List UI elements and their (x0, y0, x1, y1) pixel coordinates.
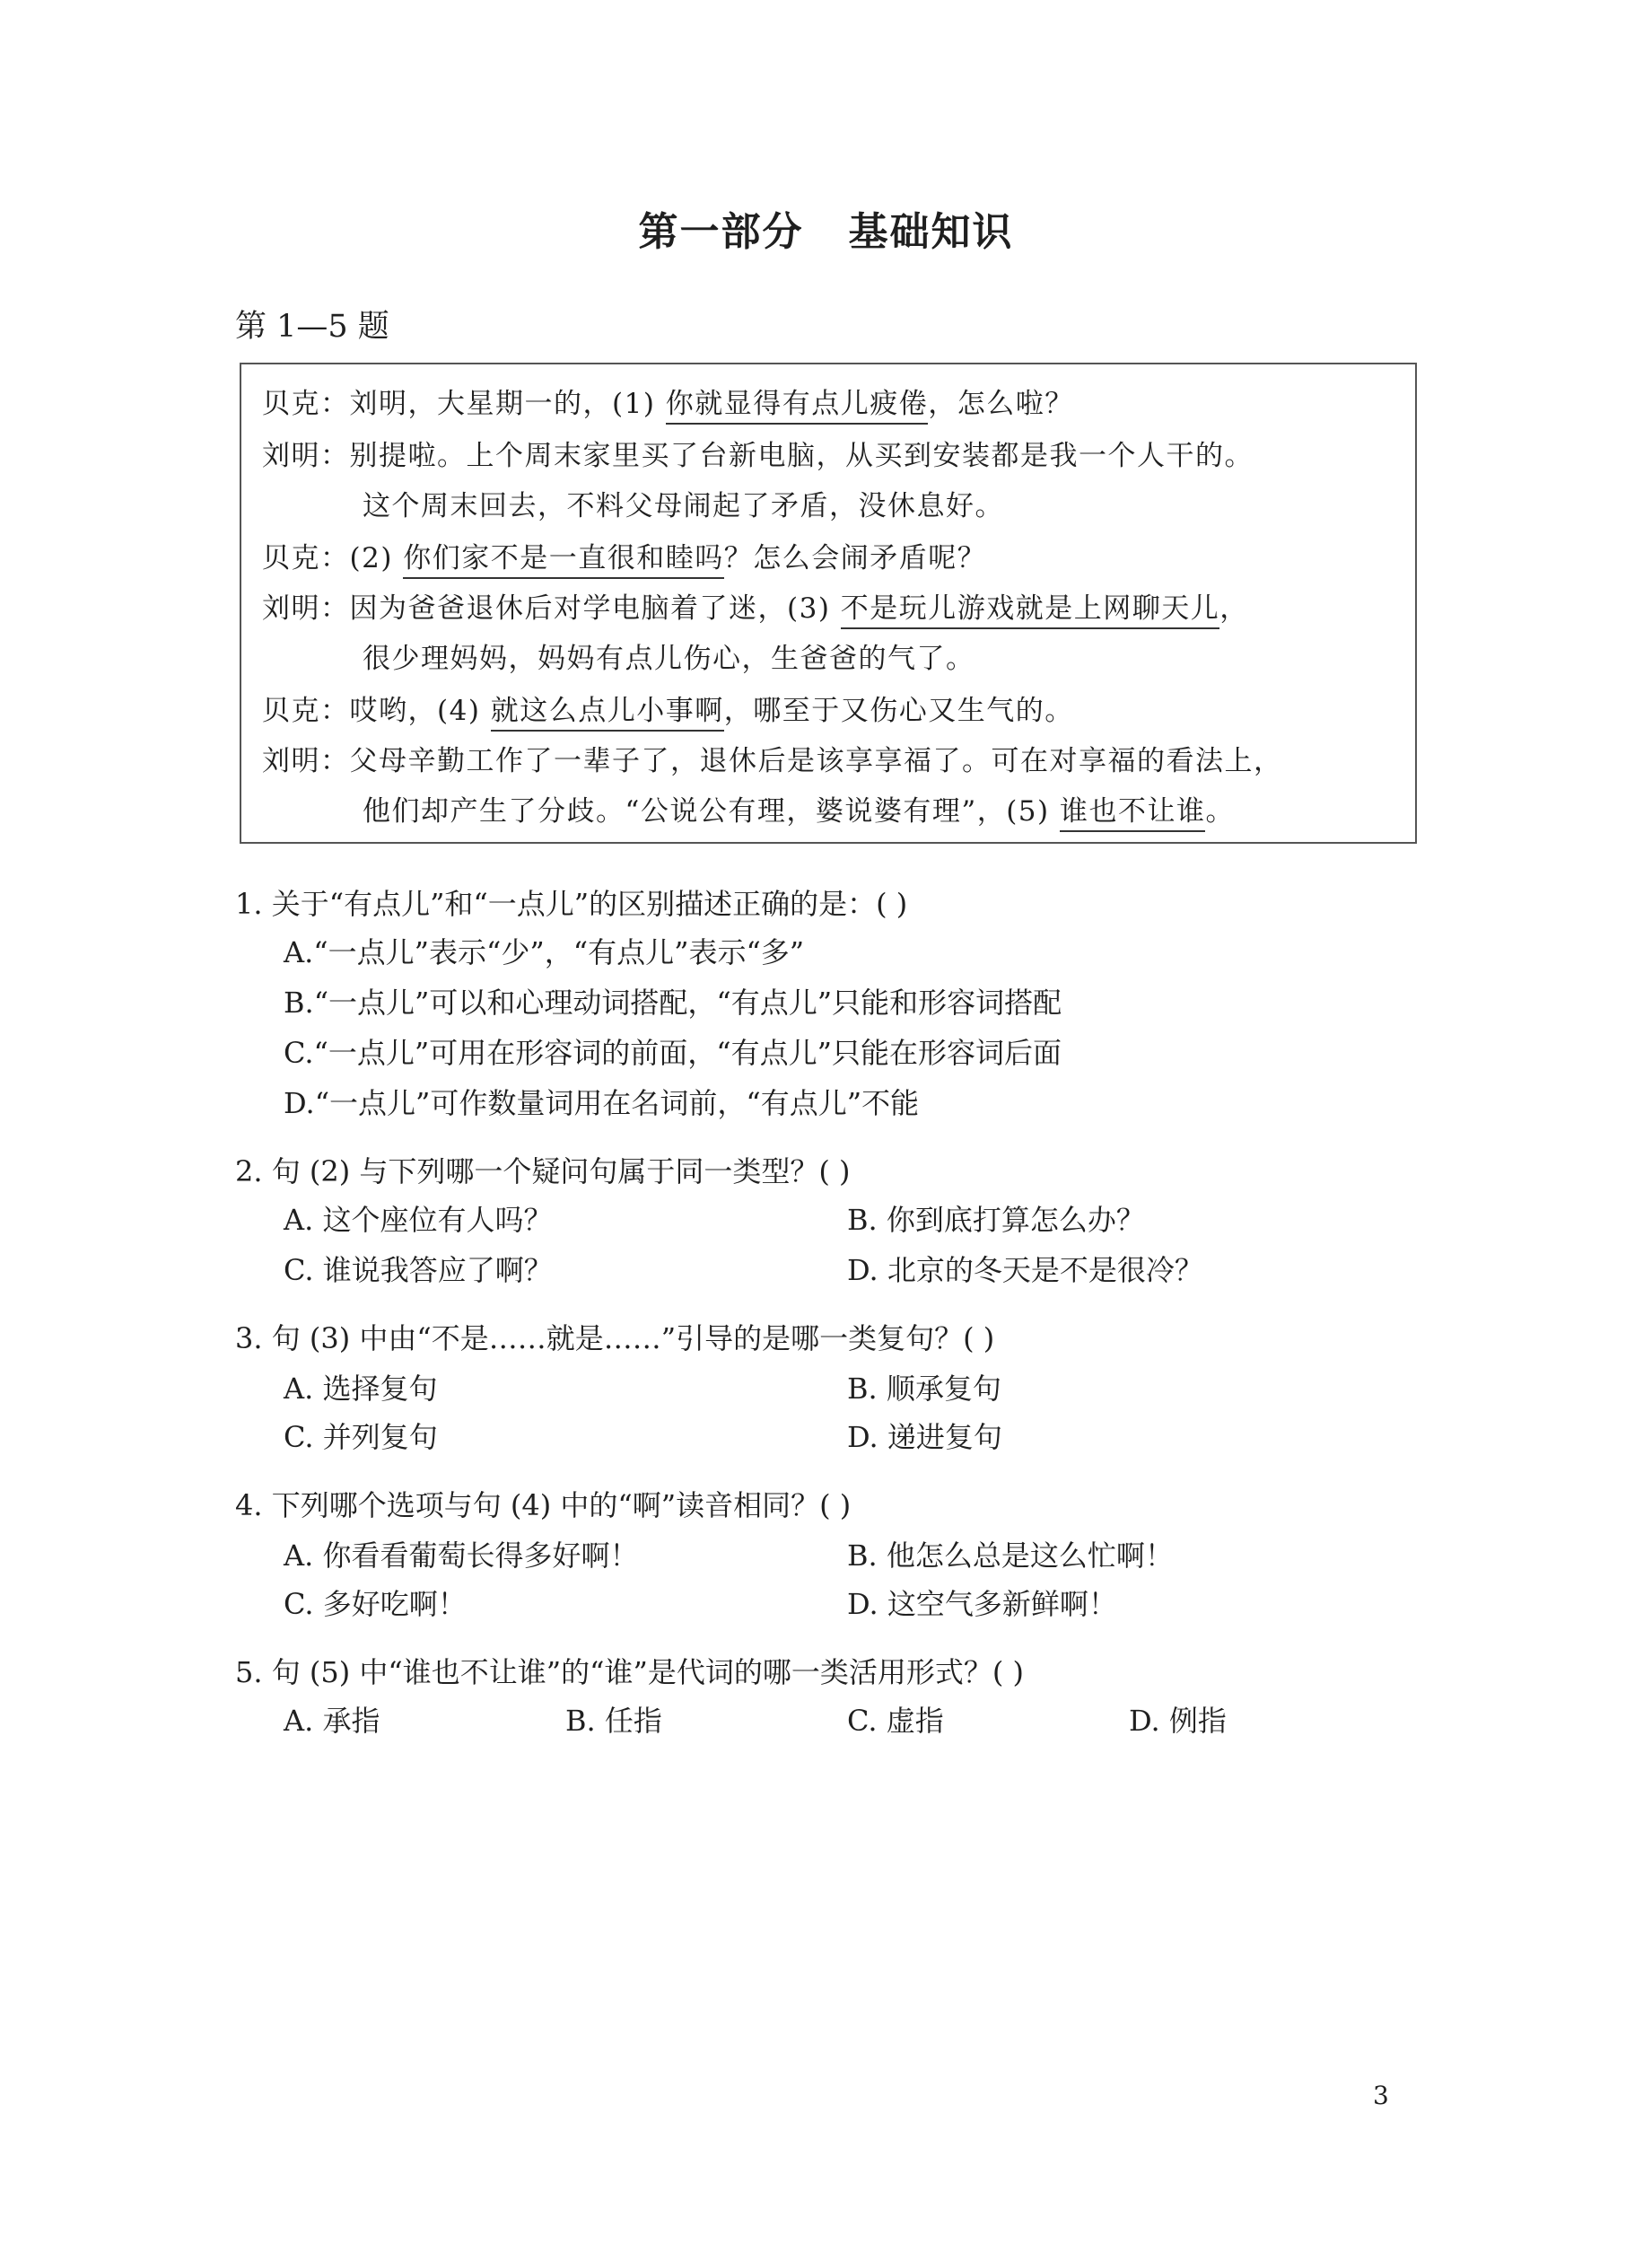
question-4-option-a[interactable]: A. 你看看葡萄长得多好啊！ (284, 1538, 639, 1573)
dialog-line (363, 788, 1235, 828)
question-2-stem: 2. 句 (2) 与下列哪一个疑问句属于同一类型？( ) (235, 1154, 851, 1188)
dialog-text: 刘明，大星期一的，(1) (349, 388, 666, 420)
speaker: 刘明： (262, 745, 350, 777)
dialog-text: 因为爸爸退休后对学电脑着了迷，(3) (349, 592, 841, 625)
underlined-sentence: 就这么点儿小事啊 (491, 695, 724, 732)
underlined-sentence: 谁也不让谁 (1060, 795, 1206, 832)
question-2-option-b[interactable]: B. 你到底打算怎么办？ (847, 1203, 1145, 1237)
question-1-stem: 1. 关于“有点儿”和“一点儿”的区别描述正确的是：( ) (235, 887, 908, 921)
question-5-option-a[interactable]: A. 承指 (284, 1704, 380, 1738)
speaker: 刘明： (262, 592, 350, 625)
question-1-option-b[interactable]: B.“一点儿”可以和心理动词搭配，“有点儿”只能和形容词搭配 (284, 986, 1062, 1020)
section-label: 第 1—5 题 (235, 309, 389, 345)
question-3-option-b[interactable]: B. 顺承复句 (847, 1372, 1001, 1406)
speaker: 贝克： (262, 388, 350, 420)
question-1-option-d[interactable]: D.“一点儿”可作数量词用在名词前，“有点儿”不能 (284, 1086, 920, 1120)
question-5-option-b[interactable]: B. 任指 (565, 1704, 662, 1738)
question-3-option-a[interactable]: A. 选择复句 (284, 1372, 438, 1406)
question-3-stem: 3. 句 (3) 中由“不是……就是……”引导的是哪一类复句？( ) (235, 1321, 995, 1355)
dialog-line (262, 688, 1074, 728)
dialog-text: (2) (349, 542, 404, 574)
dialog-text: 哎哟，(4) (349, 695, 491, 727)
question-4-stem: 4. 下列哪个选项与句 (4) 中的“啊”读音相同？( ) (235, 1488, 852, 1522)
dialog-line (363, 636, 975, 676)
dialog-line (363, 483, 1004, 523)
underlined-sentence: 你们家不是一直很和睦吗 (403, 542, 724, 579)
question-1-option-c[interactable]: C.“一点儿”可用在形容词的前面，“有点儿”只能在形容词后面 (284, 1036, 1062, 1070)
question-5-option-d[interactable]: D. 例指 (1129, 1704, 1227, 1738)
dialog-text: 很少理妈妈，妈妈有点儿伤心，生爸爸的气了。 (363, 643, 975, 675)
question-4-option-b[interactable]: B. 他怎么总是这么忙啊！ (847, 1538, 1174, 1573)
question-2-option-a[interactable]: A. 这个座位有人吗？ (284, 1203, 553, 1237)
underlined-sentence: 你就显得有点儿疲倦 (666, 388, 929, 425)
question-5-stem: 5. 句 (5) 中“谁也不让谁”的“谁”是代词的哪一类活用形式？( ) (235, 1655, 1024, 1689)
dialog-line (262, 433, 1254, 473)
dialog-text: 这个周末回去，不料父母闹起了矛盾，没休息好。 (363, 490, 1004, 522)
page-number: 3 (1373, 2081, 1389, 2110)
question-3-option-c[interactable]: C. 并列复句 (284, 1420, 438, 1454)
speaker: 贝克： (262, 542, 350, 574)
title-part: 第一部分 (638, 209, 804, 255)
question-1-option-a[interactable]: A.“一点儿”表示“少”，“有点儿”表示“多” (284, 935, 805, 969)
dialog-line (262, 381, 1074, 421)
question-5-option-c[interactable]: C. 虚指 (847, 1704, 944, 1738)
dialog-line (262, 535, 986, 575)
dialog-text: 父母辛勤工作了一辈子了，退休后是该享享福了。可在对享福的看法上， (349, 745, 1283, 777)
dialog-line (262, 585, 1249, 626)
dialog-text: ，哪至于又伤心又生气的。 (723, 695, 1074, 727)
question-3-option-d[interactable]: D. 递进复句 (847, 1420, 1002, 1454)
speaker: 贝克： (262, 695, 350, 727)
question-4-option-c[interactable]: C. 多好吃啊！ (284, 1587, 467, 1621)
dialog-line (262, 738, 1283, 778)
dialog-text: ，怎么啦？ (928, 388, 1074, 420)
title-topic: 基础知识 (848, 209, 1014, 255)
dialog-text: 别提啦。上个周末家里买了台新电脑，从买到安装都是我一个人干的。 (349, 440, 1254, 472)
dialog-text: ？怎么会闹矛盾呢？ (723, 542, 987, 574)
speaker: 刘明： (262, 440, 350, 472)
question-2-option-d[interactable]: D. 北京的冬天是不是很冷？ (847, 1253, 1203, 1287)
dialog-text: 。 (1205, 795, 1235, 828)
question-4-option-d[interactable]: D. 这空气多新鲜啊！ (847, 1587, 1117, 1621)
dialog-text: ， (1219, 592, 1249, 625)
underlined-sentence: 不是玩儿游戏就是上网聊天儿 (841, 592, 1220, 629)
dialog-text: 他们却产生了分歧。“公说公有理，婆说婆有理”，(5) (363, 795, 1060, 828)
question-2-option-c[interactable]: C. 谁说我答应了啊？ (284, 1253, 553, 1287)
page-title (0, 199, 1652, 257)
